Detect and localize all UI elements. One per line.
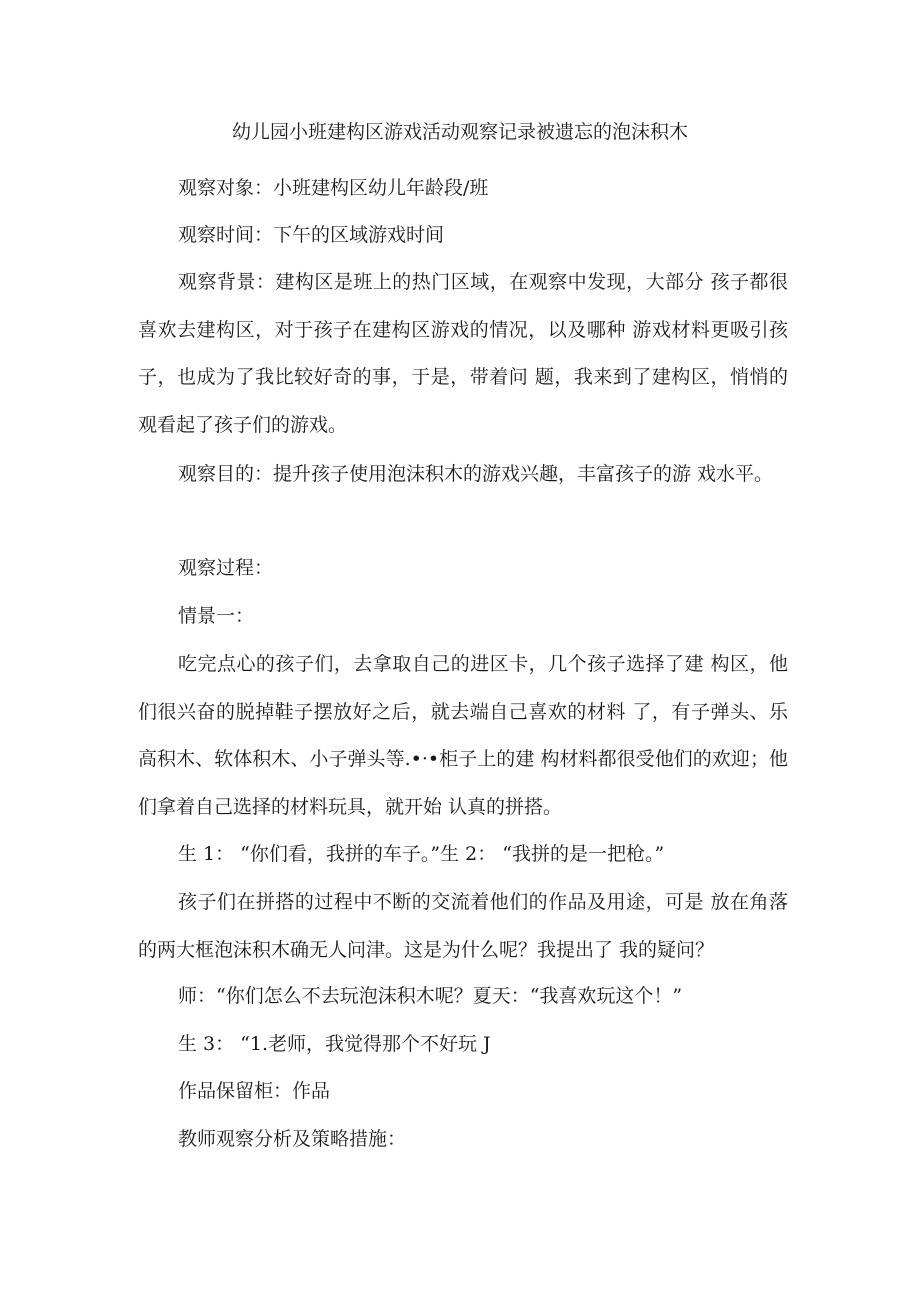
paragraph-observation-purpose: 观察目的：提升孩子使用泡沫积木的游戏兴趣，丰富孩子的游 戏水平。: [178, 463, 774, 485]
paragraph-child-dialogue-1: 生 1： “你们看，我拼的车子。”生 2： “我拼的是一把枪。”: [178, 843, 665, 865]
paragraph-scene-one: 情景一：: [178, 605, 255, 627]
paragraph-observation-process: 观察过程：: [178, 557, 274, 579]
paragraph-teacher-analysis: 教师观察分析及策略措施：: [178, 1128, 407, 1150]
paragraph-children-communication: 孩子们在拼搭的过程中不断的交流着他们的作品及用途，可是 放在角落的两大框泡沫积木确无人问津。这是为什么呢？我提出了 我的疑问？: [138, 891, 788, 961]
paragraph-child-dialogue-3: 生 3： “1.老师，我觉得那个不好玩 J: [178, 1033, 491, 1055]
paragraph-scene-narrative: 吃完点心的孩子们，去拿取自己的进区卡，几个孩子选择了建 构区，他们很兴奋的脱掉鞋子摆放好之后，就去端自己喜欢的材料 了，有子弹头、乐高积木、软体积木、小子弹头等.•·•柜子上的建 构材料都很受他们的欢迎；他们拿着自己选择的材料玩具，就开始 认真的拼搭。: [138, 653, 788, 818]
document-title: 幼儿园小班建构区游戏活动观察记录被遗忘的泡沫积木: [231, 121, 688, 143]
paragraph-observation-time: 观察时间：下午的区域游戏时间: [178, 224, 445, 246]
paragraph-observation-background: 观察背景：建构区是班上的热门区域，在观察中发现，大部分 孩子都很喜欢去建构区，对于孩子在建构区游戏的情况，以及哪种 游戏材料更吸引孩子，也成为了我比较好奇的事，于是，带着问 题，我来到了建构区，悄悄的观看起了孩子们的游戏。: [138, 271, 788, 436]
paragraph-teacher-question: 师：“你们怎么不去玩泡沫积木呢？夏天：“我喜欢玩这个！”: [178, 985, 683, 1007]
paragraph-observation-subject: 观察对象：小班建构区幼儿年龄段/班: [178, 177, 489, 199]
paragraph-work-cabinet: 作品保留柜：作品: [178, 1080, 331, 1102]
